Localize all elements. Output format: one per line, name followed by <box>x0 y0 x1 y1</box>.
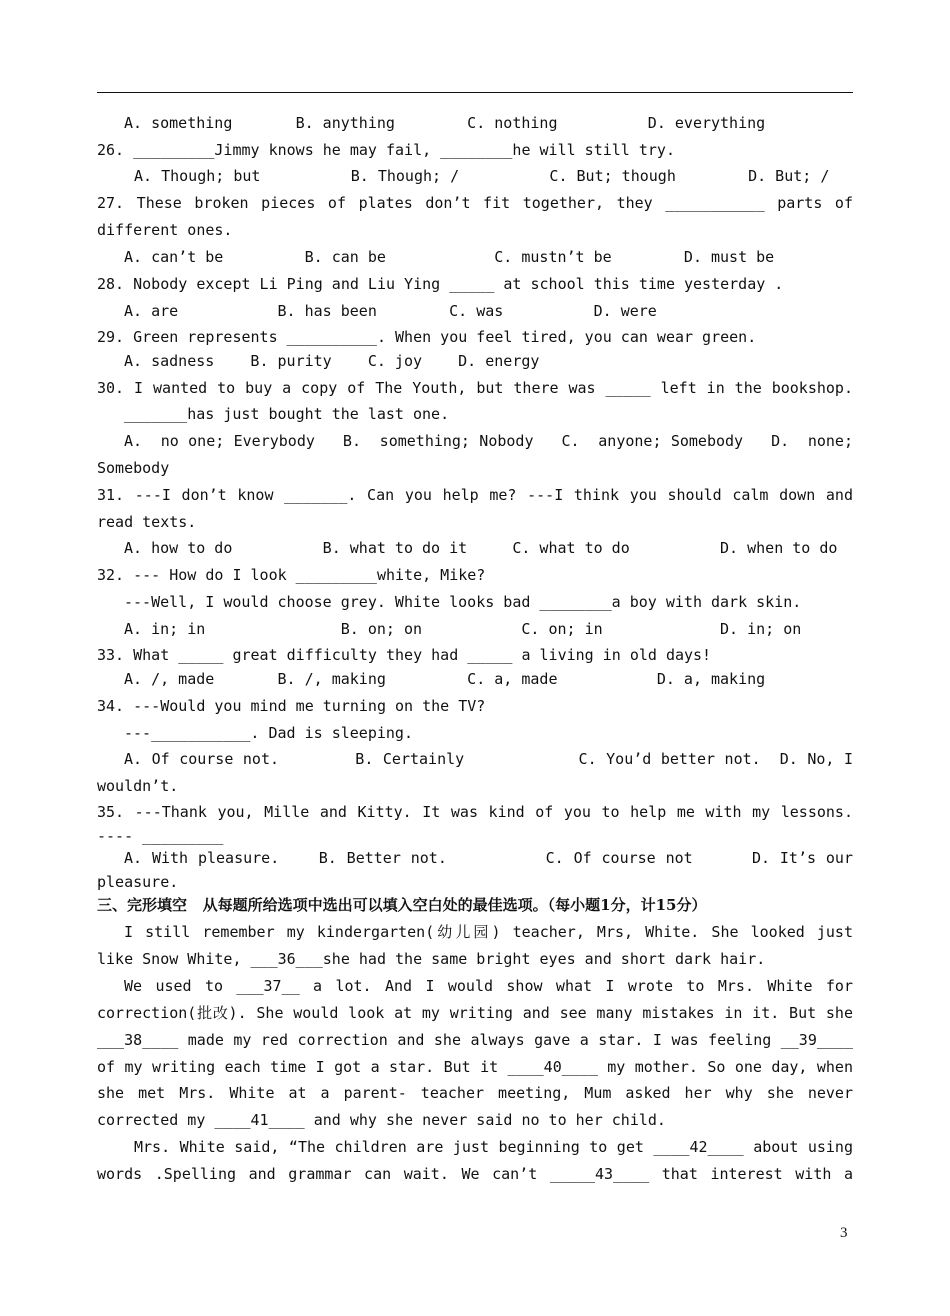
text-line: A. With pleasure. B. Better not. C. Of course not D. It’s our <box>124 849 853 867</box>
text-line: wouldn’t. <box>97 777 179 795</box>
text-line: A. something B. anything C. nothing D. everything <box>124 114 766 132</box>
text-line: A. in; in B. on; on C. on; in D. in; on <box>124 620 802 638</box>
text-line: corrected my ____41____ and why she never said no to her child. <box>97 1111 666 1129</box>
text-line: I still remember my kindergarten(幼儿园) teacher, Mrs, White. She looked just <box>124 923 853 941</box>
text-line: she met Mrs. White at a parent- teacher meeting, Mum asked her why she never <box>97 1084 853 1102</box>
text-line: ---___________. Dad is sleeping. <box>124 724 413 742</box>
page-number: 3 <box>840 1225 848 1241</box>
text-line: ---Well, I would choose grey. White looks bad ________a boy with dark skin. <box>124 593 802 611</box>
text-line: _______has just bought the last one. <box>124 405 450 423</box>
text-line: pleasure. <box>97 873 179 891</box>
text-line: We used to ___37__ a lot. And I would show what I wrote to Mrs. White for <box>124 977 853 995</box>
text-line: 35. ---Thank you, Mille and Kitty. It was kind of you to help me with my lessons. <box>97 803 853 821</box>
text-line: words .Spelling and grammar can wait. We can’t _____43____ that interest with a <box>97 1165 853 1183</box>
text-line: 29. Green represents __________. When you feel tired, you can wear green. <box>97 328 757 346</box>
text-line: 26. _________Jimmy knows he may fail, ________he will still try. <box>97 141 675 159</box>
text-line: A. /, made B. /, making C. a, made D. a, making <box>124 670 766 688</box>
text-line: A. are B. has been C. was D. were <box>124 302 657 320</box>
text-line: like Snow White, ___36___she had the same bright eyes and short dark hair. <box>97 950 766 968</box>
text-line: 33. What _____ great difficulty they had _____ a living in old days! <box>97 646 712 664</box>
text-line: ___38____ made my red correction and she always gave a star. I was feeling __39____ <box>97 1031 853 1049</box>
text-line: different ones. <box>97 221 233 239</box>
text-line: correction(批改). She would look at my writing and see many mistakes in it. But she <box>97 1004 853 1022</box>
text-line: A. Of course not. B. Certainly C. You’d better not. D. No, I <box>124 750 853 768</box>
text-line: 30. I wanted to buy a copy of The Youth, but there was _____ left in the bookshop. <box>97 379 853 397</box>
text-line: A. Though; but B. Though; / C. But; though D. But; / <box>134 167 830 185</box>
text-line: Somebody <box>97 459 170 477</box>
text-line: 34. ---Would you mind me turning on the TV? <box>97 697 486 715</box>
text-line: Mrs. White said, “The children are just beginning to get ____42____ about using <box>134 1138 853 1156</box>
text-line: A. sadness B. purity C. joy D. energy <box>124 352 540 370</box>
text-line: of my writing each time I got a star. But it ____40____ my mother. So one day, when <box>97 1058 853 1076</box>
text-line: 28. Nobody except Li Ping and Liu Ying _____ at school this time yesterday . <box>97 275 784 293</box>
text-line: 31. ---I don’t know _______. Can you help me? ---I think you should calm down and <box>97 486 853 504</box>
text-line: 27. These broken pieces of plates don’t fit together, they ___________ parts of <box>97 194 853 212</box>
text-line: A. how to do B. what to do it C. what to do D. when to do <box>124 539 838 557</box>
header-rule <box>97 92 853 93</box>
section-heading: 三、完形填空 从每题所给选项中选出可以填入空白处的最佳选项。（每小题1分，计15分） <box>97 896 707 914</box>
text-line: A. no one; Everybody B. something; Nobody C. anyone; Somebody D. none; <box>124 432 853 450</box>
text-line: A. can’t be B. can be C. mustn’t be D. must be <box>124 248 775 266</box>
text-line: read texts. <box>97 513 197 531</box>
text-line: 32. --- How do I look _________white, Mike? <box>97 566 486 584</box>
text-line: ---- _________ <box>97 827 224 845</box>
